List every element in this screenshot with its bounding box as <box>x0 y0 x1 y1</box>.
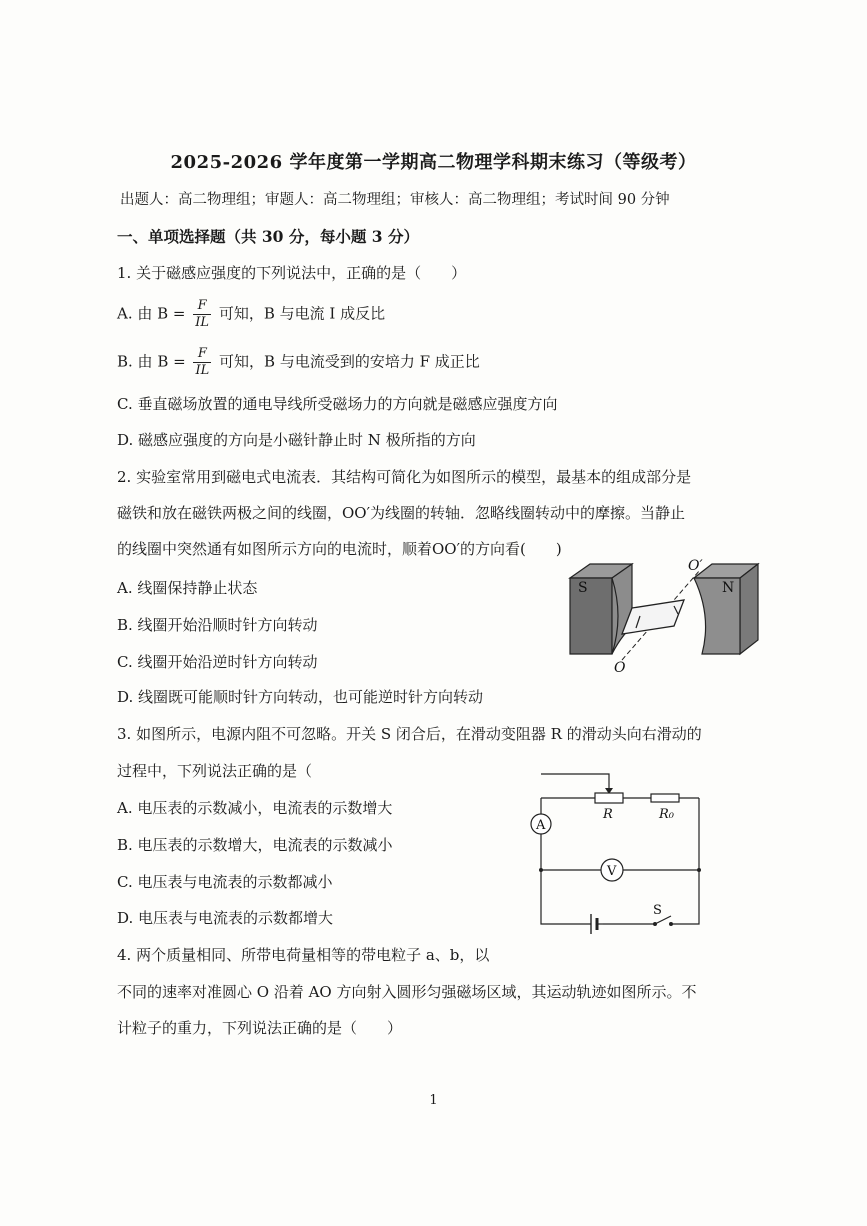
page-title: 2025-2026 学年度第一学期高二物理学科期末练习（等级考） <box>170 152 697 173</box>
q2-stem-line3: 的线圈中突然通有如图所示方向的电流时，顺着OO′的方向看( ) <box>117 540 562 558</box>
q2-option-a: A. 线圈保持静止状态 <box>117 579 258 597</box>
q4-stem-line3: 计粒子的重力，下列说法正确的是（ ） <box>117 1019 403 1037</box>
label-r0: R₀ <box>659 807 674 822</box>
q3-option-d: D. 电压表与电流表的示数都增大 <box>117 909 334 927</box>
s-pole-label: S <box>578 580 588 596</box>
section-heading: 一、单项选择题（共 30 分，每小题 3 分） <box>117 227 419 246</box>
magnet-coil-diagram <box>562 556 762 680</box>
q2-option-c: C. 线圈开始沿逆时针方向转动 <box>117 653 318 671</box>
q3-option-c: C. 电压表与电流表的示数都减小 <box>117 873 333 891</box>
q2-stem-line1: 2. 实验室常用到磁电式电流表．其结构可简化为如图所示的模型，最基本的组成部分是 <box>117 468 692 486</box>
q3-stem-line2: 过程中，下列说法正确的是（ <box>117 762 313 780</box>
q1-b-fraction <box>193 346 211 379</box>
q1-a-denominator: IL <box>195 315 210 330</box>
label-r: R <box>603 807 613 822</box>
axis-label-o-prime: O′ <box>688 558 703 574</box>
switch-label: S <box>653 903 662 918</box>
q2-option-b: B. 线圈开始沿顺时针方向转动 <box>117 616 318 634</box>
n-pole-magnet <box>694 564 758 654</box>
q1-a-fraction <box>193 298 211 331</box>
q1-b-denominator: IL <box>195 363 210 378</box>
slider-wire <box>541 774 609 792</box>
q2-option-d: D. 线圈既可能顺时针方向转动，也可能逆时针方向转动 <box>117 688 484 706</box>
s-pole-magnet <box>570 564 632 654</box>
q4-stem-line2: 不同的速率对准圆心 O 沿着 AO 方向射入圆形匀强磁场区域，其运动轨迹如图所示。不 <box>117 983 697 1001</box>
q1-a-prefix: A. 由 B = <box>117 304 186 323</box>
q1-b-prefix: B. 由 B = <box>117 352 186 371</box>
q4-stem-line1: 4. 两个质量相同、所带电荷量相等的带电粒子 a、b，以 <box>117 946 490 964</box>
rheostat-r <box>595 793 623 803</box>
q3-option-a: A. 电压表的示数减小，电流表的示数增大 <box>117 799 393 817</box>
junction-right <box>697 868 701 872</box>
voltmeter-label: V <box>607 864 617 879</box>
q1-b-numerator: F <box>193 346 211 363</box>
ammeter-label: A <box>536 818 546 833</box>
exam-meta: 出题人：高二物理组；审题人：高二物理组；审核人：高二物理组；考试时间 90 分钟 <box>120 192 670 208</box>
q1-option-c: C. 垂直磁场放置的通电导线所受磁场力的方向就是磁感应强度方向 <box>117 395 558 413</box>
q1-a-text: 可知，B 与电流 I 成反比 <box>218 304 386 323</box>
q3-option-b: B. 电压表的示数增大，电流表的示数减小 <box>117 836 393 854</box>
switch-contact <box>669 922 673 926</box>
q1-stem: 1. 关于磁感应强度的下列说法中，正确的是（ ） <box>117 264 467 282</box>
circuit-diagram <box>525 766 710 938</box>
junction-left <box>539 868 543 872</box>
q1-option-a <box>117 298 385 331</box>
resistor-r0 <box>651 794 679 802</box>
q1-option-d: D. 磁感应强度的方向是小磁针静止时 N 极所指的方向 <box>117 431 476 449</box>
page-number: 1 <box>429 1093 438 1108</box>
wire-right <box>671 798 699 924</box>
axis-label-o: O <box>614 660 626 676</box>
q3-stem-line1: 3. 如图所示，电源内阻不可忽略。开关 S 闭合后，在滑动变阻器 R 的滑动头向右滑动的 <box>117 725 702 743</box>
q1-a-numerator: F <box>193 298 211 315</box>
q1-b-text: 可知，B 与电流受到的安培力 F 成正比 <box>219 352 480 371</box>
q2-stem-line2: 磁铁和放在磁铁两极之间的线圈，OO′为线圈的转轴．忽略线圈转动中的摩擦。当静止 <box>117 504 686 522</box>
q1-option-b <box>117 346 480 379</box>
n-pole-label: N <box>722 580 735 596</box>
